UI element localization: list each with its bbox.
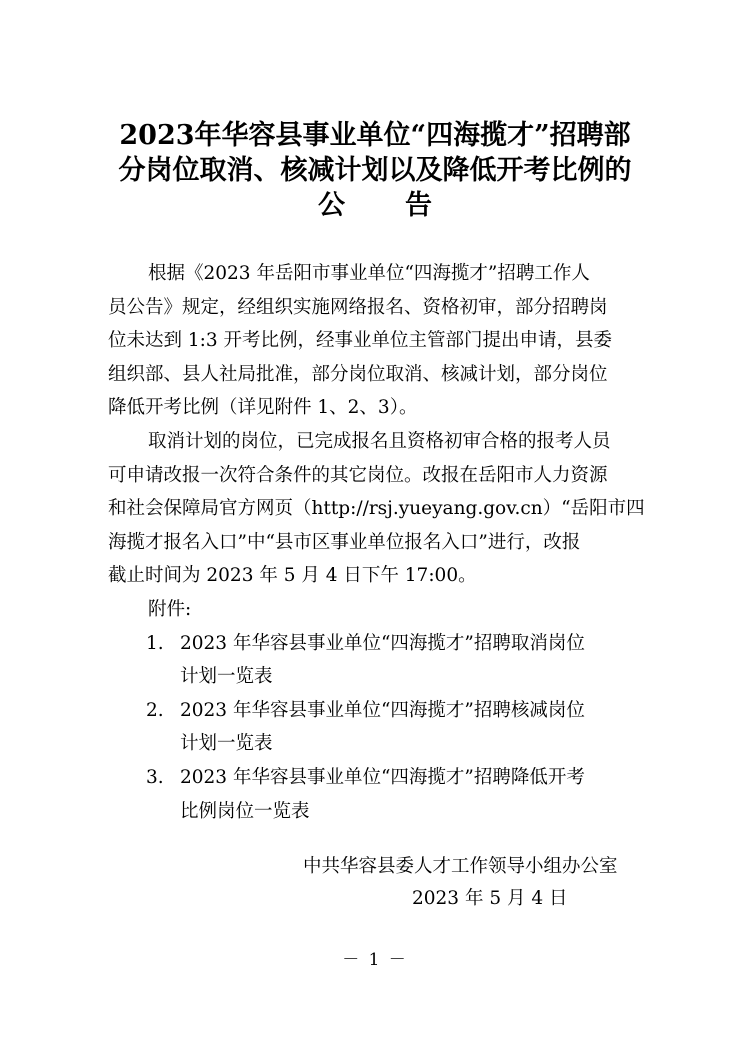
page-number: － 1 －: [342, 950, 408, 970]
paragraph-line: 可申请改报一次符合条件的其它岗位。改报在岳阳市人力资源: [108, 464, 608, 486]
document-title: [100, 118, 650, 223]
paragraph-line: 组织部、县人社局批准，部分岗位取消、核减计划，部分岗位: [108, 363, 608, 385]
paragraph-line: 截止时间为 2023 年 5 月 4 日下午 17:00。: [108, 565, 477, 587]
paragraph-line: 员公告》规定，经组织实施网络报名、资格初审，部分招聘岗: [108, 296, 608, 318]
attachment-number: 3.: [146, 766, 164, 788]
attachment-title-cont: 比例岗位一览表: [180, 800, 310, 822]
attachment-title: 2023 年华容县事业单位“四海揽才”招聘取消岗位: [180, 632, 585, 654]
attachment-item: [108, 694, 648, 761]
paragraph-1: [108, 257, 648, 425]
paragraph-line: 位未达到 1:3 开考比例，经事业单位主管部门提出申请，县委: [108, 330, 613, 352]
attachment-item: [108, 627, 648, 694]
attachments-label: 附件:: [148, 598, 192, 620]
attachment-line: [108, 627, 648, 661]
attachment-title-cont: 计划一览表: [180, 666, 273, 688]
document-body: [108, 257, 648, 828]
title-line-1: 2023年华容县事业单位“四海揽才”招聘部: [119, 120, 631, 151]
attachment-number: 2.: [146, 699, 164, 721]
paragraph-line: 和社会保障局官方网页（http://rsj.yueyang.gov.cn）“岳阳市四: [108, 498, 645, 520]
paragraph-line: 降低开考比例（详见附件 1、2、3）。: [108, 397, 418, 419]
attachment-title-cont: 计划一览表: [180, 733, 273, 755]
paragraph-line: 取消计划的岗位，已完成报名且资格初审合格的报考人员: [148, 430, 611, 452]
attachment-line: [108, 694, 648, 728]
attachment-title: 2023 年华容县事业单位“四海揽才”招聘核减岗位: [180, 699, 585, 721]
attachment-item: [108, 761, 648, 828]
paragraph-line: 海揽才报名入口”中“县市区事业单位报名入口”进行，改报: [108, 531, 581, 553]
attachment-line: [108, 761, 648, 795]
paragraph-line: 根据《2023 年岳阳市事业单位“四海揽才”招聘工作人: [148, 263, 590, 284]
attachment-list: [108, 627, 648, 829]
title-line-2: 分岗位取消、核减计划以及降低开考比例的: [118, 155, 632, 186]
signature-date: 2023 年 5 月 4 日: [412, 888, 568, 909]
attachment-number: 1.: [146, 632, 164, 654]
title-line-3: 公告: [318, 190, 492, 221]
signature-organization: 中共华容县委人才工作领导小组办公室: [303, 856, 618, 877]
attachment-title: 2023 年华容县事业单位“四海揽才”招聘降低开考: [180, 766, 585, 788]
paragraph-2: [108, 425, 648, 593]
